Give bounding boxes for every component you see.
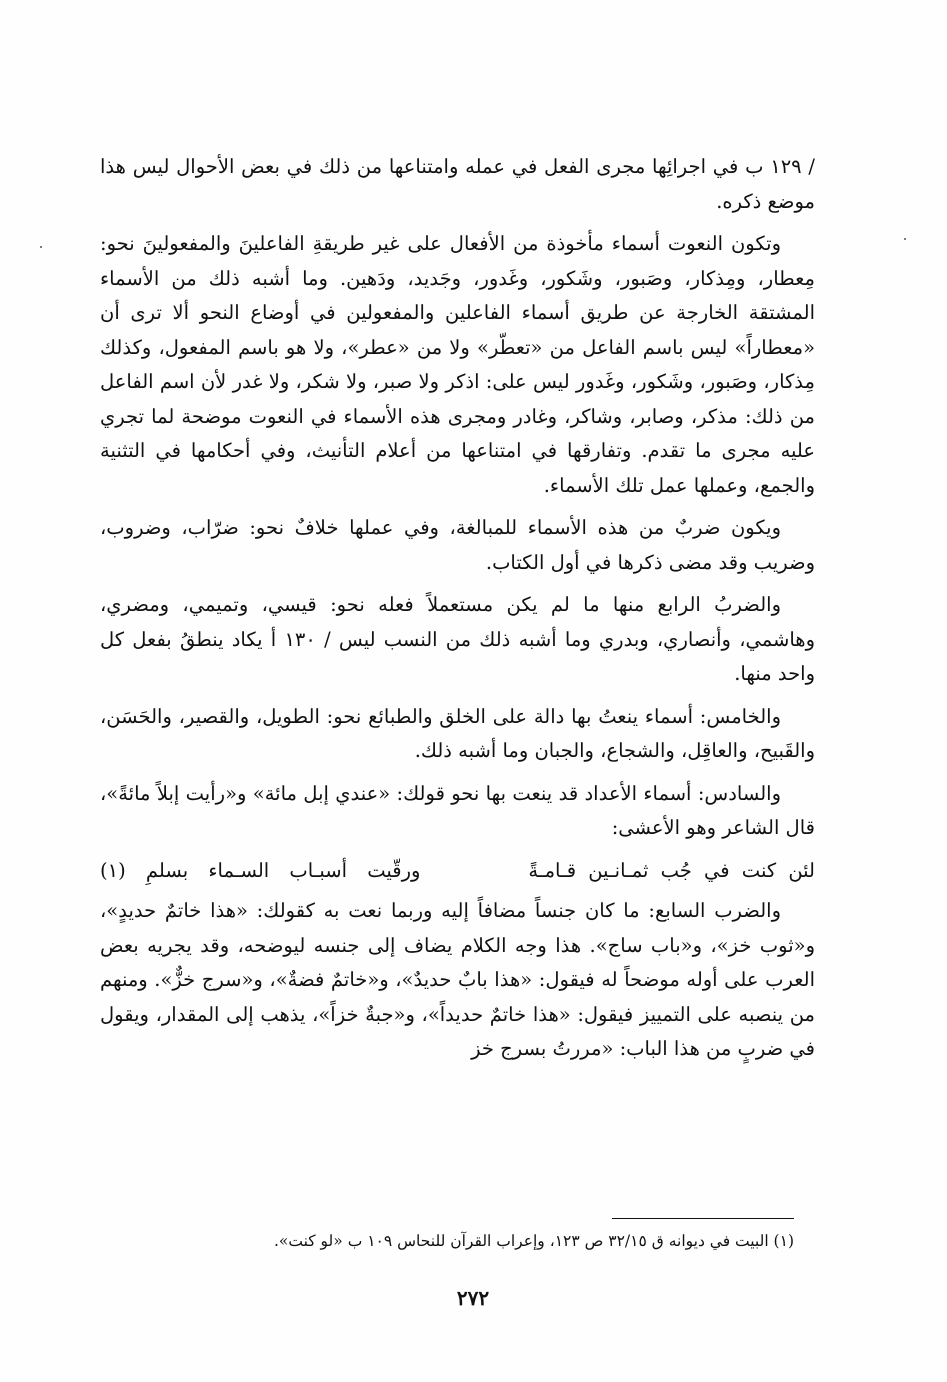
footnote-separator [612, 1218, 794, 1219]
paragraph-fifth-type: والخامس: أسماء ينعتُ بها دالة على الخلق والطبائع نحو: الطويل، والقصير، والحَسَن، والقَبيح، والعاقِل، والشجاع، والجبان وما أشبه ذلك. [100, 704, 815, 762]
paragraph-continuation: / ١٢٩ ب في اجرائِها مجرى الفعل في عمله وامتناعها من ذلك في بعض الأحوال ليس هذا موضع ذكره. [100, 155, 815, 213]
paragraph-intensive: ويكون ضربٌ من هذه الأسماء للمبالغة، وفي عملها خلافٌ نحو: ضرّاب، وضروب، وضريب وقد مضى ذكرها في أول الكتاب. [100, 516, 815, 574]
scan-speck [904, 238, 906, 240]
scan-speck [40, 246, 42, 248]
verse-second-hemistich: ورقّيت أسبـاب السـماء بسلمِ (١) [100, 858, 421, 882]
page-number: ٢٧٢ [456, 1286, 490, 1310]
footnote: (١) البيت في ديوانه ق ٣٢/١٥ ص ١٢٣، وإعراب القرآن للنحاس ١٠٩ ب «لو كنت». [273, 1232, 794, 1250]
paragraph-sixth-type: والسادس: أسماء الأعداد قد ينعت بها نحو قولك: «عندي إبل مائة» و«رأيت إبلاً مائةً»، قال الشاعر وهو الأعشى: [100, 781, 815, 839]
poetry-verse [100, 854, 815, 889]
main-text [100, 150, 815, 1075]
paragraph-seventh-type: والضرب السابع: ما كان جنساً مضافاً إليه وربما نعت به كقولك: «هذا خاتمٌ حديدٍ»، و«ثوب خز»، و«باب ساج». هذا وجه الكلام يضاف إلى جنسه ليوضحه، وقد يجريه بعض العرب على أوله موضحاً له فيقول: «هذا بابٌ حديدٌ»، و«خاتمٌ فضةٌ»، و«سرج خزٌّ». ومنهم من ينصبه على التمييز فيقول: «هذا خاتمٌ حديداً»، و«جبةٌ خزاً»، يذهب إلى المقدار، ويقول في ضربٍ من هذا الباب: «مررتُ بسرج خز [100, 899, 815, 1060]
verse-first-hemistich: لئن كنت في جُب ثمـانـين قـامـةً [528, 858, 815, 882]
paragraph-fourth-type: والضربُ الرابع منها ما لم يكن مستعملاً فعله نحو: قيسي، وتميمي، ومضري، وهاشمي، وأنصاري، وبدري وما أشبه ذلك من النسب ليس / ١٣٠ أ يكاد ينطقُ بفعل كل واحد منها. [100, 593, 815, 685]
paragraph-adjectives: وتكون النعوت أسماء مأخوذة من الأفعال على غير طريقةِ الفاعلينَ والمفعولينَ نحو: مِعطار، ومِذكار، وصَبور، وشَكور، وغَدور، وجَديد، ودَهين. وما أشبه ذلك من الأسماء المشتقة الخارجة عن طريق أسماء الفاعلين والمفعولين في أوضاع النحو ألا ترى أن «معطاراً» ليس باسم الفاعل من «تعطّر» ولا من «عطر»، ولا هو باسم المفعول، وكذلك مِذكار، وصَبور، وشَكور، وغَدور ليس على: اذكر ولا صبر، ولا شكر، ولا غدر لأن اسم الفاعل من ذلك: مذكر، وصابر، وشاكر، وغادر ومجرى هذه الأسماء في النعوت موضحة لما تجري عليه مجرى ما تقدم. وتفارقها في امتناعها من أعلام التأنيث، وفي أحكامها في التثنية والجمع، وعملها عمل تلك الأسماء. [100, 232, 815, 497]
